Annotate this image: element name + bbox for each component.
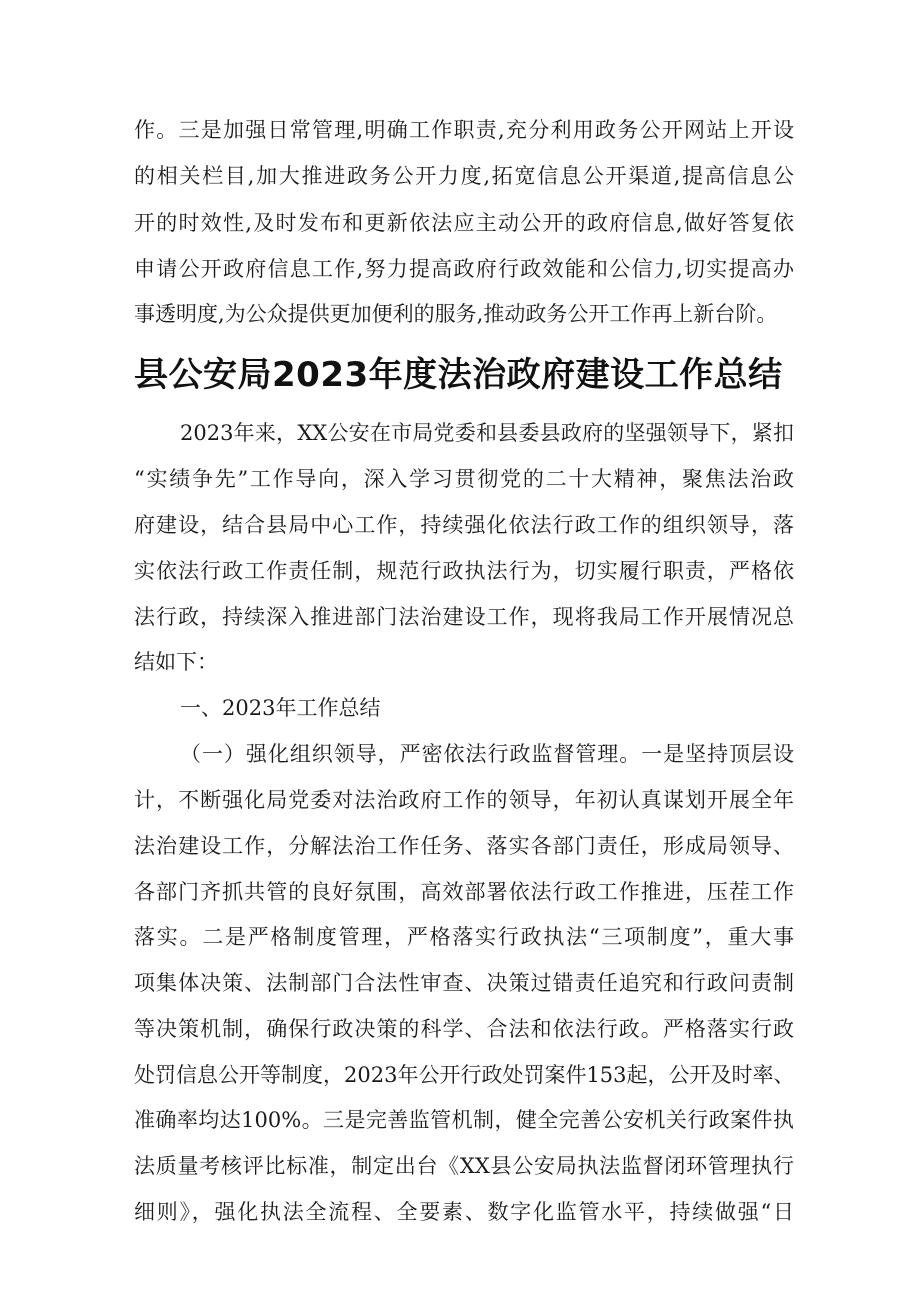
intro-paragraph-line-5: 法行政，持续深入推进部门法治建设工作，现将我局工作开展情况总 [134, 605, 794, 629]
top-paragraph-line-4: 申请公开政府信息工作,努力提高政府行政效能和公信力,切实提高办 [134, 257, 794, 281]
body-paragraph-line-2: 计，不断强化局党委对法治政府工作的领导，年初认真谋划开展全年 [134, 788, 794, 812]
intro-paragraph-line-1: 2023年来，XX公安在市局党委和县委县政府的坚强领导下，紧扣 [180, 421, 794, 445]
body-paragraph-line-4: 各部门齐抓共管的良好氛围，高效部署依法行政工作推进，压茬工作 [134, 880, 794, 904]
body-paragraph-line-3: 法治建设工作，分解法治工作任务、落实各部门责任，形成局领导、 [134, 834, 794, 858]
body-paragraph-line-5: 落实。二是严格制度管理，严格落实行政执法“三项制度”，重大事 [134, 925, 794, 949]
body-paragraph-line-7: 等决策机制，确保行政决策的科学、合法和依法行政。严格落实行政 [134, 1017, 794, 1041]
intro-paragraph-line-2: “实绩争先”工作导向，深入学习贯彻党的二十大精神，聚焦法治政 [134, 467, 794, 491]
top-paragraph-line-5: 事透明度,为公众提供更加便利的服务,推动政务公开工作再上新台阶。 [134, 302, 778, 326]
body-paragraph-line-6: 项集体决策、法制部门合法性审查、决策过错责任追究和行政问责制 [134, 971, 794, 995]
body-paragraph-line-10: 法质量考核评比标准，制定出台《XX县公安局执法监督闭环管理执行 [134, 1154, 794, 1178]
intro-paragraph-line-6: 结如下： [134, 650, 218, 674]
body-paragraph-line-11: 细则》，强化执法全流程、全要素、数字化监管水平，持续做强“日 [134, 1200, 794, 1224]
intro-paragraph-line-4: 实依法行政工作责任制，规范行政执法行为，切实履行职责，严格依 [134, 559, 794, 583]
body-paragraph-line-9: 准确率均达100%。三是完善监管机制，健全完善公安机关行政案件执 [134, 1108, 794, 1132]
body-paragraph-line-8: 处罚信息公开等制度，2023年公开行政处罚案件153起，公开及时率、 [134, 1063, 795, 1087]
top-paragraph-line-2: 的相关栏目,加大推进政务公开力度,拓宽信息公开渠道,提高信息公 [134, 164, 794, 188]
top-paragraph-line-1: 作。三是加强日常管理,明确工作职责,充分利用政务公开网站上开设 [134, 118, 794, 142]
body-paragraph-line-1: （一）强化组织领导，严密依法行政监督管理。一是坚持顶层设 [180, 742, 794, 766]
heading-one: 一、2023年工作总结 [180, 696, 381, 720]
intro-paragraph-line-3: 府建设，结合县局中心工作，持续强化依法行政工作的组织领导，落 [134, 513, 794, 537]
section-title: 县公安局2023年度法治政府建设工作总结 [134, 355, 783, 395]
top-paragraph-line-3: 开的时效性,及时发布和更新依法应主动公开的政府信息,做好答复依 [134, 211, 794, 235]
